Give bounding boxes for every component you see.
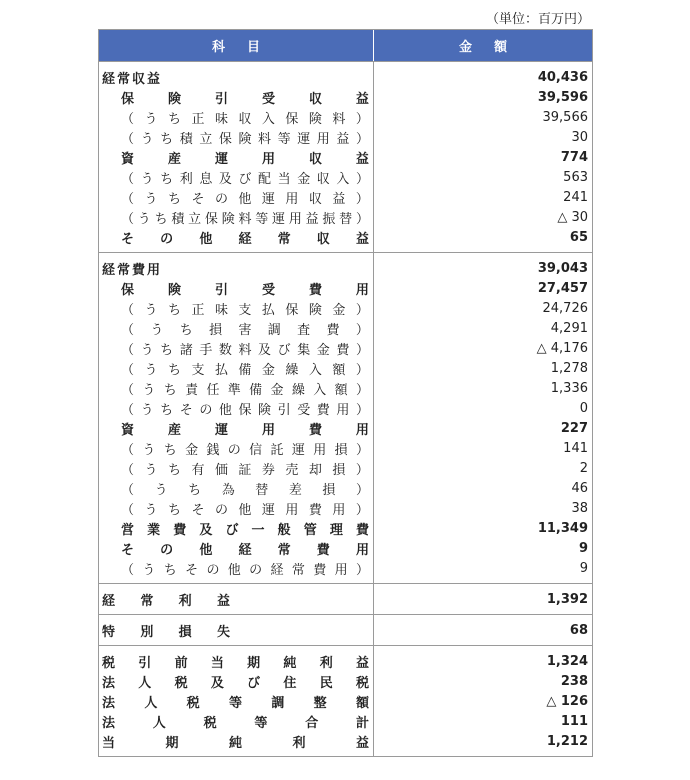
unit-note: （単位：百万円） bbox=[485, 12, 590, 27]
row-group bbox=[99, 61, 592, 252]
row-value: 563 bbox=[563, 169, 588, 185]
row-label: （ う ち そ の 他 保 険 引 受 費 用 ） bbox=[121, 402, 369, 418]
row-label: 法 人 税 等 調 整 額 bbox=[102, 695, 369, 711]
row-value: △ 126 bbox=[546, 693, 588, 709]
row-label: （ う ち そ の 他 運 用 費 用 ） bbox=[121, 502, 369, 518]
row-value: 9 bbox=[579, 560, 588, 576]
subject-column bbox=[99, 615, 374, 645]
row-label: （ う ち そ の 他 の 経 常 費 用 ） bbox=[121, 562, 369, 578]
row-label: （ う ち 諸 手 数 料 及 び 集 金 費 ） bbox=[121, 342, 369, 358]
row-label: 保 険 引 受 収 益 bbox=[121, 91, 369, 107]
row-value: 1,324 bbox=[546, 653, 588, 669]
row-label: そ の 他 経 常 収 益 bbox=[121, 231, 369, 247]
subject-column bbox=[99, 584, 374, 614]
row-value: 39,566 bbox=[542, 109, 588, 125]
row-value: 238 bbox=[560, 673, 588, 689]
header-subject: 科目 bbox=[99, 30, 374, 61]
row-value: 4,291 bbox=[550, 320, 588, 336]
row-value: 1,336 bbox=[550, 380, 588, 396]
row-value: 1,392 bbox=[546, 591, 588, 607]
row-value: 0 bbox=[579, 400, 588, 416]
row-label: そ の 他 経 常 費 用 bbox=[121, 542, 369, 558]
subject-column bbox=[99, 253, 374, 583]
row-label: 資 産 運 用 収 益 bbox=[121, 151, 369, 167]
row-value: 774 bbox=[560, 149, 588, 165]
row-value: 40,436 bbox=[537, 69, 588, 85]
row-value: 39,596 bbox=[537, 89, 588, 105]
row-label: （ う ち 支 払 備 金 繰 入 額 ） bbox=[121, 362, 369, 378]
amount-column bbox=[374, 62, 592, 252]
header-amount: 金額 bbox=[458, 40, 529, 55]
amount-column bbox=[374, 584, 592, 614]
row-label: 経常収益 bbox=[102, 71, 163, 87]
row-label: 保 険 引 受 費 用 bbox=[121, 282, 369, 298]
row-label: 税 引 前 当 期 純 利 益 bbox=[102, 655, 369, 671]
row-label: （ う ち 責 任 準 備 金 繰 入 額 ） bbox=[121, 382, 369, 398]
row-value: 30 bbox=[571, 129, 588, 145]
row-value: 141 bbox=[563, 440, 588, 456]
row-value: 227 bbox=[560, 420, 588, 436]
table-body bbox=[99, 61, 592, 756]
row-label: （ う ち 有 価 証 券 売 却 損 ） bbox=[121, 462, 369, 478]
row-label: 特 別 損 失 bbox=[102, 624, 230, 640]
row-value: 9 bbox=[578, 540, 588, 556]
row-label: 法 人 税 及 び 住 民 税 bbox=[102, 675, 369, 691]
row-value: 1,212 bbox=[546, 733, 588, 749]
row-label: （ う ち 金 銭 の 信 託 運 用 損 ） bbox=[121, 442, 369, 458]
row-value: 111 bbox=[560, 713, 588, 729]
row-label: （ う ち 正 味 支 払 保 険 金 ） bbox=[121, 302, 369, 318]
row-value: 38 bbox=[571, 500, 588, 516]
row-value: 11,349 bbox=[537, 520, 588, 536]
row-value: 46 bbox=[571, 480, 588, 496]
row-group bbox=[99, 645, 592, 756]
row-label: 資 産 運 用 費 用 bbox=[121, 422, 369, 438]
row-group bbox=[99, 252, 592, 583]
subject-column bbox=[99, 646, 374, 756]
row-label: （ う ち 積 立 保 険 料 等 運 用 益 ） bbox=[121, 131, 369, 147]
row-label: （ う ち 正 味 収 入 保 険 料 ） bbox=[121, 111, 369, 127]
row-value: △ 4,176 bbox=[536, 340, 588, 356]
amount-column bbox=[374, 615, 592, 645]
row-value: 27,457 bbox=[537, 280, 588, 296]
row-label: 営 業 費 及 び 一 般 管 理 費 bbox=[121, 522, 369, 538]
row-group bbox=[99, 583, 592, 614]
row-label: （ う ち 利 息 及 び 配 当 金 収 入 ） bbox=[121, 171, 369, 187]
row-value: 24,726 bbox=[542, 300, 588, 316]
row-label: 法 人 税 等 合 計 bbox=[102, 715, 369, 731]
row-label: 経 常 利 益 bbox=[102, 593, 230, 609]
row-value: 39,043 bbox=[537, 260, 588, 276]
amount-column bbox=[374, 646, 592, 756]
subject-column bbox=[99, 62, 374, 252]
row-value: 1,278 bbox=[550, 360, 588, 376]
row-value: 65 bbox=[569, 229, 588, 245]
amount-column bbox=[374, 253, 592, 583]
row-value: 68 bbox=[569, 622, 588, 638]
row-label: 当 期 純 利 益 bbox=[102, 735, 369, 751]
row-label: （ う ち 損 害 調 査 費 ） bbox=[121, 322, 369, 338]
row-value: 2 bbox=[579, 460, 588, 476]
row-value: △ 30 bbox=[557, 209, 588, 225]
row-label: （ う ち 為 替 差 損 ） bbox=[121, 482, 369, 498]
income-statement-table bbox=[98, 29, 593, 757]
table-header bbox=[99, 30, 592, 61]
row-value: 241 bbox=[563, 189, 588, 205]
row-label: （ う ち 積 立 保 険 料 等 運 用 益 振 替 ） bbox=[121, 211, 369, 227]
row-label: （ う ち そ の 他 運 用 収 益 ） bbox=[121, 191, 369, 207]
row-label: 経常費用 bbox=[102, 262, 163, 278]
row-group bbox=[99, 614, 592, 645]
